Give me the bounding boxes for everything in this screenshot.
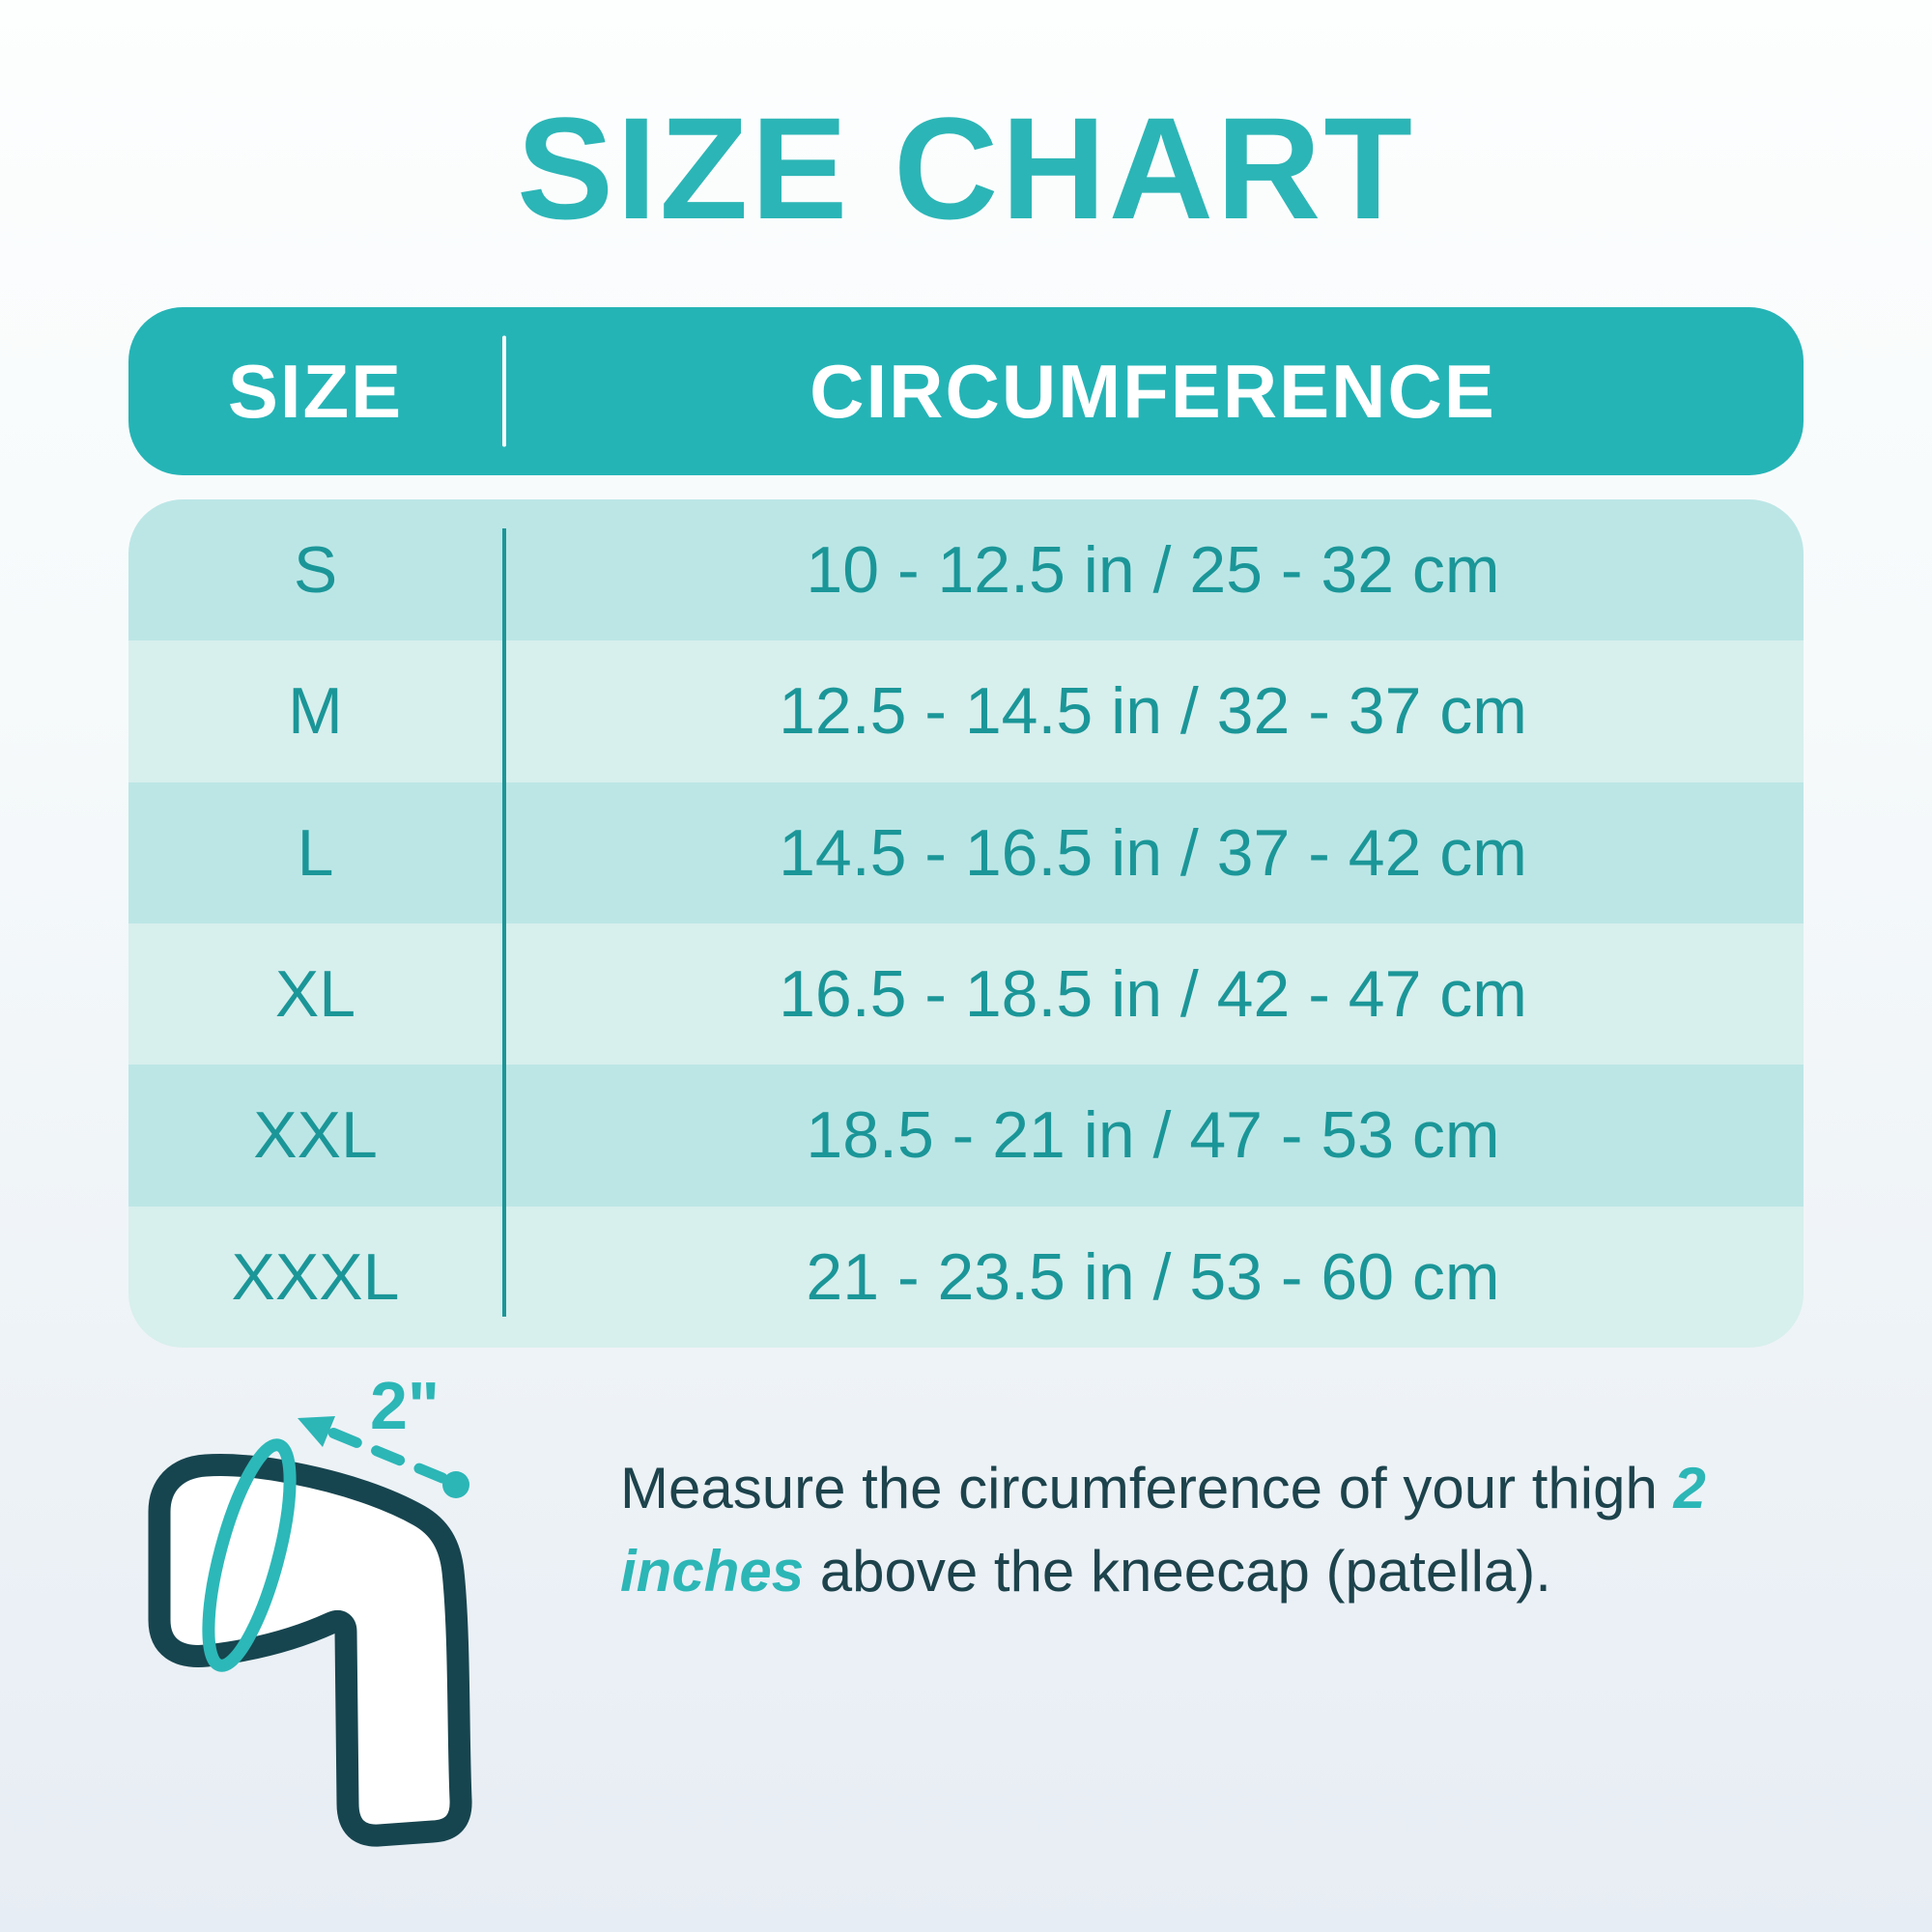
size-cell: M <box>288 674 343 749</box>
circumference-cell: 16.5 - 18.5 in / 42 - 47 cm <box>779 957 1527 1032</box>
measure-distance-label: 2" <box>370 1368 440 1443</box>
table-row <box>128 782 1804 923</box>
column-divider-line <box>502 528 506 1317</box>
size-table-header <box>128 307 1804 475</box>
header-divider-line <box>502 336 506 447</box>
header-circumference: CIRCUMFERENCE <box>810 348 1496 434</box>
size-cell: L <box>297 815 334 890</box>
circumference-cell: 14.5 - 16.5 in / 37 - 42 cm <box>779 815 1527 890</box>
header-size: SIZE <box>227 348 404 434</box>
table-row <box>128 1065 1804 1206</box>
circumference-cell: 12.5 - 14.5 in / 32 - 37 cm <box>779 674 1527 749</box>
knee-measurement-icon <box>114 1357 578 1918</box>
note-text-end: above the kneecap (patella). <box>804 1538 1551 1604</box>
note-highlight: 2 inches <box>620 1456 1706 1604</box>
circumference-cell: 18.5 - 21 in / 47 - 53 cm <box>806 1098 1500 1173</box>
measurement-note <box>620 1447 1857 1613</box>
table-row <box>128 640 1804 781</box>
note-text-start: Measure the circumference of your thigh <box>620 1456 1674 1520</box>
size-cell: XL <box>274 957 356 1032</box>
page-title: SIZE CHART <box>517 87 1415 249</box>
size-cell: XXL <box>253 1098 378 1173</box>
circumference-cell: 10 - 12.5 in / 25 - 32 cm <box>806 533 1500 608</box>
knee-illustration <box>114 1357 578 1918</box>
table-row <box>128 923 1804 1065</box>
size-cell: XXXL <box>231 1239 400 1314</box>
circumference-cell: 21 - 23.5 in / 53 - 60 cm <box>806 1239 1500 1314</box>
size-table-body <box>128 499 1804 1348</box>
table-row <box>128 499 1804 640</box>
size-cell: S <box>293 533 338 608</box>
table-row <box>128 1207 1804 1348</box>
